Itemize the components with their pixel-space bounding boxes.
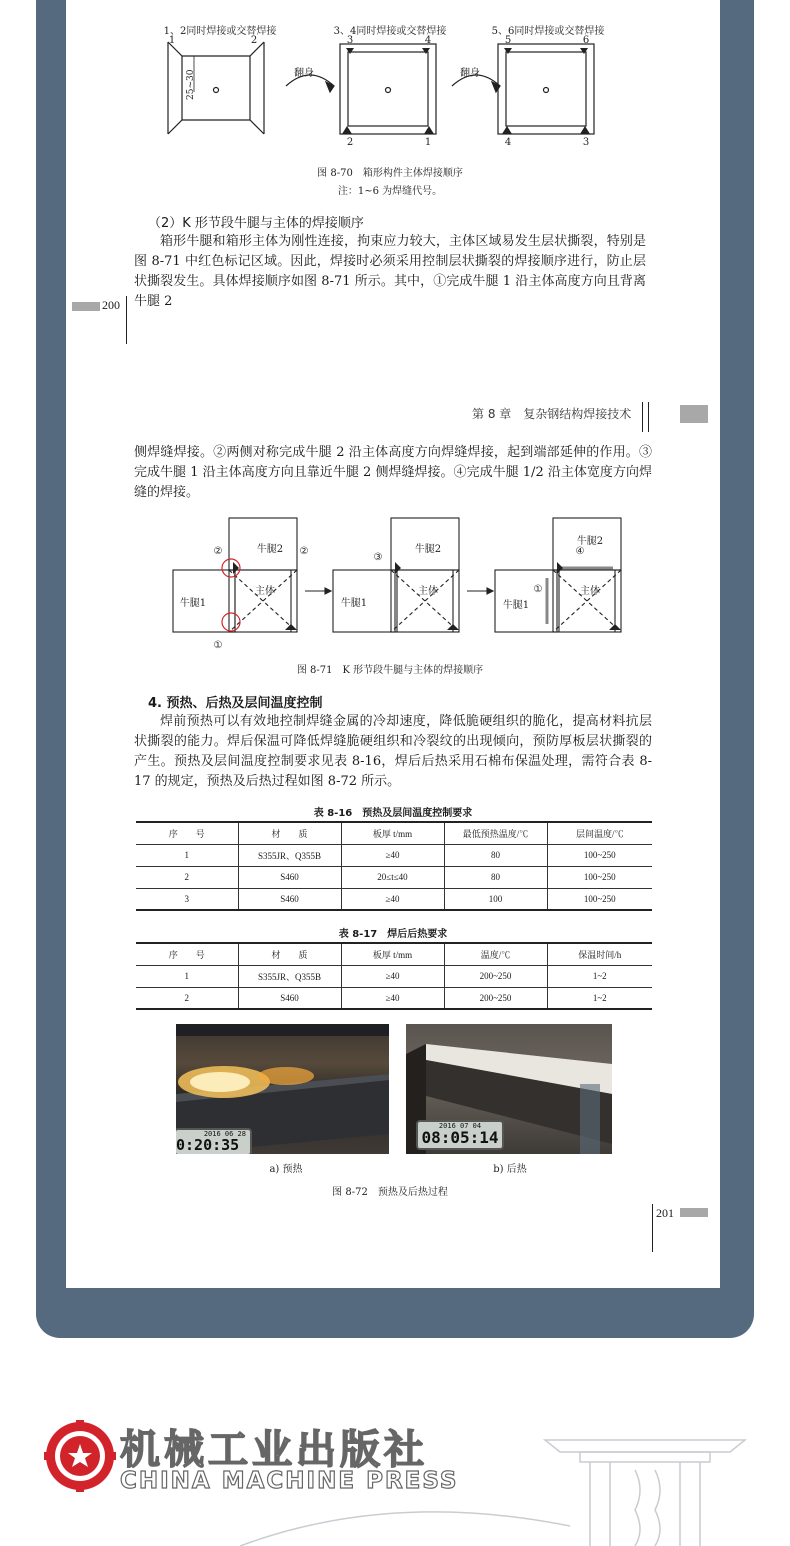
table-row [136, 987, 652, 1009]
table-cell: 100~250 [547, 866, 652, 888]
page-201-marker [680, 1208, 708, 1217]
table-cell: ≥40 [341, 888, 444, 910]
preheat-time: 0:20:35 [176, 1136, 240, 1154]
table-816-header: 板厚 t/mm [341, 822, 444, 844]
table-817-header: 保温时间/h [547, 943, 652, 965]
fig870-step3-label: 5、6同时焊接或交替焊接 [491, 26, 605, 37]
preheat-label: a) 预热 [269, 1164, 303, 1175]
fig870-note: 注：1~6 为焊缝代号。 [337, 186, 443, 197]
table-cell: 1 [136, 965, 238, 987]
table-cell: ≥40 [341, 965, 444, 987]
postheat-date: 2016 07 04 [438, 1122, 482, 1130]
preheat-photo [176, 1024, 389, 1154]
publisher-emblem-icon [44, 1420, 116, 1492]
section-4-paragraph: 焊前预热可以有效地控制焊缝金属的冷却速度，降低脆硬组织的脆化，提高材料抗层状撕裂的能力。焊后保温可降低焊缝脆硬组织和冷裂纹的出现倾向，预防厚板层状撕裂的产生。预热及层间温度控制要求见表 8-16，焊后后热采用石棉布保温处理，需符合表 8-17 的规定，预热及后热过程如图 8-72 所示。 [134, 714, 652, 789]
chapter-header: 第 8 章 复杂钢结构焊接技术 [472, 407, 632, 421]
table-816-header: 最低预热温度/℃ [444, 822, 547, 844]
page-201-number: 201 [656, 1206, 674, 1220]
fig870-diagram [150, 34, 630, 152]
fig870-weld-b2: 2 [346, 137, 354, 148]
table-cell: ≥40 [341, 844, 444, 866]
table-817-title: 表 8-17 焊后后热要求 [338, 929, 448, 940]
header-marker [680, 405, 708, 423]
table-cell: 2 [136, 866, 238, 888]
section-4-heading: 4. 预热、后热及层间温度控制 [148, 696, 323, 711]
fig870-step1-label: 1、2同时焊接或交替焊接 [163, 26, 277, 37]
table-cell: 200~250 [444, 987, 547, 1009]
fig870-caption: 图 8-70 箱形构件主体焊接顺序 [317, 168, 463, 179]
fig870-weld-1: 1 [168, 35, 176, 46]
page-200-number: 200 [102, 298, 120, 312]
table-row [136, 965, 652, 987]
page-200-rule [126, 296, 127, 344]
table-cell: ≥40 [341, 987, 444, 1009]
table-817-header: 序 号 [136, 943, 238, 965]
preheat-timestamp [176, 1128, 252, 1154]
table-cell: 80 [444, 866, 547, 888]
fig871-circle-1: ① [213, 640, 223, 651]
postheat-time: 08:05:14 [421, 1128, 499, 1147]
fig871-caption: 图 8-71 K 形节段牛腿与主体的焊接顺序 [296, 665, 484, 676]
table-cell: S460 [238, 888, 341, 910]
fig870-weld-b4: 4 [504, 137, 512, 148]
publisher-name-cn: 机械工业出版社 [120, 1427, 428, 1473]
fig871-leg2-b: 牛腿2 [414, 544, 442, 555]
fig871-leg1-c: 牛腿1 [502, 600, 530, 611]
fig871-leg2-c: 牛腿2 [576, 536, 604, 547]
table-816-header: 材 质 [238, 822, 341, 844]
publisher-name-en: CHINA MACHINE PRESS [120, 1468, 459, 1494]
table-cell: 1~2 [547, 965, 652, 987]
table-817-header: 板厚 t/mm [341, 943, 444, 965]
section-2-heading: （2）K 形节段牛腿与主体的焊接顺序 [148, 216, 364, 231]
table-cell: S460 [238, 866, 341, 888]
table-cell: 100~250 [547, 888, 652, 910]
table-cell: 3 [136, 888, 238, 910]
fig871-leg2-a: 牛腿2 [256, 544, 284, 555]
fig870-weld-4: 4 [424, 35, 432, 46]
table-cell: 80 [444, 844, 547, 866]
table-816-header: 序 号 [136, 822, 238, 844]
section-2-paragraph: 箱形牛腿和箱形主体为刚性连接，拘束应力较大，主体区域易发生层状撕裂，特别是图 8-71 中红色标记区域。因此，焊接时必须采用控制层状撕裂的焊接顺序进行，防止层状撕裂发生。具体焊接顺序如图 8-71 所示。其中，①完成牛腿 1 沿主体高度方向且背离牛腿 2 [134, 234, 646, 309]
table-817 [136, 942, 652, 1010]
table-cell: 100~250 [547, 844, 652, 866]
fig871-circle-1-c: ① [533, 584, 543, 595]
fig870-weld-6: 6 [582, 35, 590, 46]
fig871-circle-4: ④ [575, 546, 585, 557]
table-817-header: 材 质 [238, 943, 341, 965]
fig870-weld-5: 5 [504, 35, 512, 46]
table-row [136, 888, 652, 910]
table-row [136, 844, 652, 866]
table-cell: 2 [136, 987, 238, 1009]
fig870-dimension: 25~30 [186, 69, 196, 100]
table-cell: 200~250 [444, 965, 547, 987]
table-cell: 100 [444, 888, 547, 910]
fig870-weld-b3: 3 [582, 137, 590, 148]
fig871-circle-3: ③ [373, 552, 383, 563]
table-cell: S355JR、Q355B [238, 965, 341, 987]
header-rule-2 [648, 402, 649, 432]
table-cell: 20≤t≤40 [341, 866, 444, 888]
fig871-body-b: 主体 [418, 586, 438, 597]
fig871-body-a: 主体 [255, 586, 275, 597]
table-cell: S355JR、Q355B [238, 844, 341, 866]
table-row [136, 866, 652, 888]
fig870-weld-3: 3 [346, 35, 354, 46]
table-cell: 1~2 [547, 987, 652, 1009]
table-816-title: 表 8-16 预热及层间温度控制要求 [313, 808, 473, 819]
postheat-photo [406, 1024, 612, 1154]
postheat-timestamp [416, 1120, 504, 1150]
column-decoration [240, 1430, 790, 1546]
table-cell: 1 [136, 844, 238, 866]
table-817-header: 温度/℃ [444, 943, 547, 965]
fig870-flip-2: 翻身 [460, 68, 480, 79]
table-816 [136, 821, 652, 911]
table-816-header: 层间温度/℃ [547, 822, 652, 844]
header-rule-1 [642, 402, 643, 432]
fig871-leg1-a: 牛腿1 [179, 598, 207, 609]
fig872-caption: 图 8-72 预热及后热过程 [332, 1187, 448, 1198]
page-201-paragraph: 侧焊缝焊接。②两侧对称完成牛腿 2 沿主体高度方向焊缝焊接，起到端部延伸的作用。③完成牛腿 1 沿主体高度方向且靠近牛腿 2 侧焊缝焊接。④完成牛腿 1/2 沿主体宽度方向焊缝的焊接。 [134, 445, 652, 500]
fig871-circle-2-a: ② [213, 546, 223, 557]
preheat-date: 2016 06 28 [203, 1130, 246, 1138]
fig870-weld-2: 2 [250, 35, 258, 46]
fig871-circle-2-b: ② [299, 546, 309, 557]
page-200-marker [72, 302, 100, 311]
fig870-weld-b1: 1 [424, 137, 432, 148]
page-201-rule [652, 1204, 653, 1252]
fig870-step2-label: 3、4同时焊接或交替焊接 [333, 26, 447, 37]
postheat-label: b) 后热 [493, 1164, 527, 1175]
fig870-flip-1: 翻身 [294, 68, 314, 79]
fig871-leg1-b: 牛腿1 [340, 598, 368, 609]
table-cell: S460 [238, 987, 341, 1009]
fig871-body-c: 主体 [580, 586, 600, 597]
